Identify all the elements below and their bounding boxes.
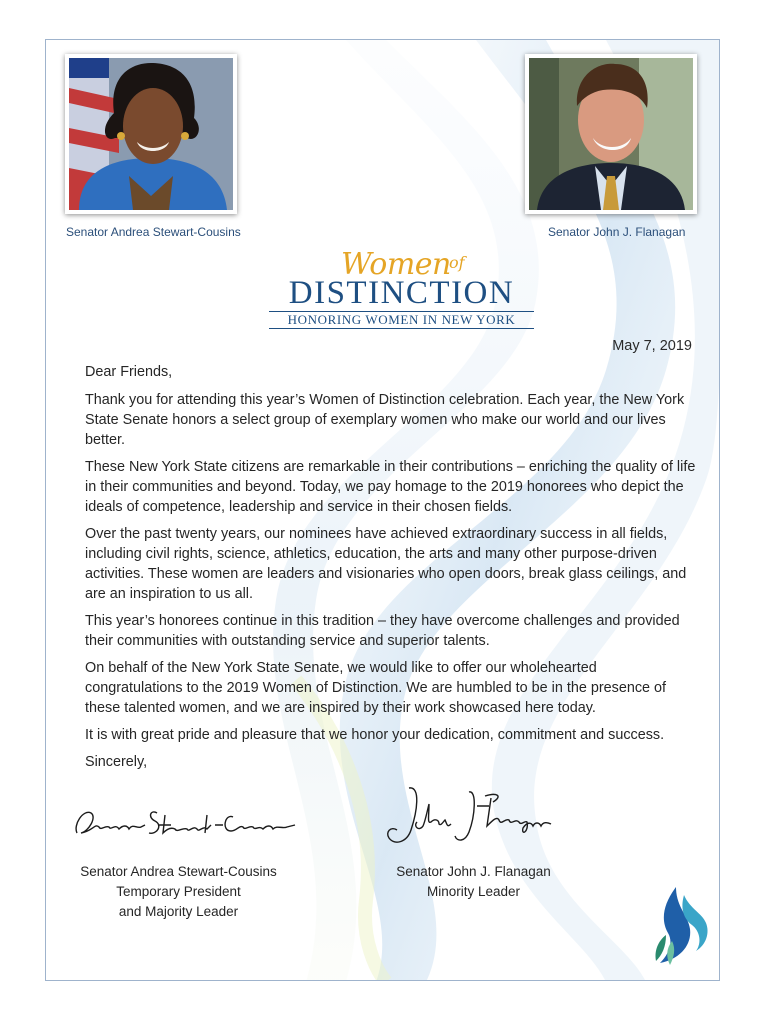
signer-left-title-1: Temporary President bbox=[116, 884, 241, 899]
signer-right-title-1: Minority Leader bbox=[426, 884, 521, 899]
logo-women-text: Women bbox=[341, 247, 451, 282]
signer-left-name: Senator Andrea Stewart-Cousins bbox=[80, 864, 277, 879]
senate-emblem-icon bbox=[646, 885, 710, 967]
paragraph: These New York State citizens are remarkable in their contributions – enriching the quality of life in their communities and beyond. Today, we pay homage to the 2019 honorees who depict the ideals of competence, leadership and service in their chosen fields. bbox=[85, 459, 696, 515]
closing: Sincerely, bbox=[85, 754, 148, 770]
logo-rule-bottom bbox=[269, 328, 534, 329]
caption-left: Senator Andrea Stewart-Cousins bbox=[66, 225, 241, 239]
paragraph: This year’s honorees continue in this tradition – they have overcome challenges and provided their communities with outstanding service and superior talents. bbox=[85, 613, 680, 649]
letter-body bbox=[85, 362, 697, 779]
portrait-john-j-flanagan bbox=[525, 54, 697, 214]
signer-right-name: Senator John J. Flanagan bbox=[396, 864, 551, 879]
greeting: Dear Friends, bbox=[85, 364, 173, 380]
signer-right-block bbox=[386, 862, 561, 902]
signature-john-j-flanagan bbox=[381, 782, 571, 857]
logo-of-text: of bbox=[449, 253, 465, 272]
women-of-distinction-logo bbox=[269, 247, 534, 331]
signer-left-title-2: and Majority Leader bbox=[118, 904, 239, 919]
paragraph: Over the past twenty years, our nominees have achieved extraordinary success in all fields, including civil rights, science, athletics, education, the arts and many other purpose-driven activities. These women are leaders and visionaries who open doors, break glass ceilings, and are an inspiration to us all. bbox=[85, 526, 687, 602]
signer-left-block bbox=[71, 862, 286, 922]
caption-right: Senator John J. Flanagan bbox=[548, 225, 686, 239]
portrait-andrea-stewart-cousins bbox=[65, 54, 237, 214]
paragraph: Thank you for attending this year’s Women of Distinction celebration. Each year, the New York State Senate honors a select group of exemplary women who make our world and our lives better. bbox=[85, 392, 685, 448]
letter-frame bbox=[45, 39, 720, 981]
paragraph: On behalf of the New York State Senate, we would like to offer our wholehearted congratulations to the 2019 Women of Distinction. We are humbled to be in the presence of these talented women, and we are inspired by their work showcased here today. bbox=[85, 660, 667, 716]
signature-andrea-stewart-cousins bbox=[71, 795, 301, 845]
paragraph: It is with great pride and pleasure that we honor your dedication, commitment and success. bbox=[85, 727, 665, 743]
letter-date: May 7, 2019 bbox=[612, 338, 692, 354]
logo-subtitle: HONORING WOMEN IN NEW YORK bbox=[287, 312, 516, 327]
logo-distinction-text: DISTINCTION bbox=[288, 275, 515, 311]
